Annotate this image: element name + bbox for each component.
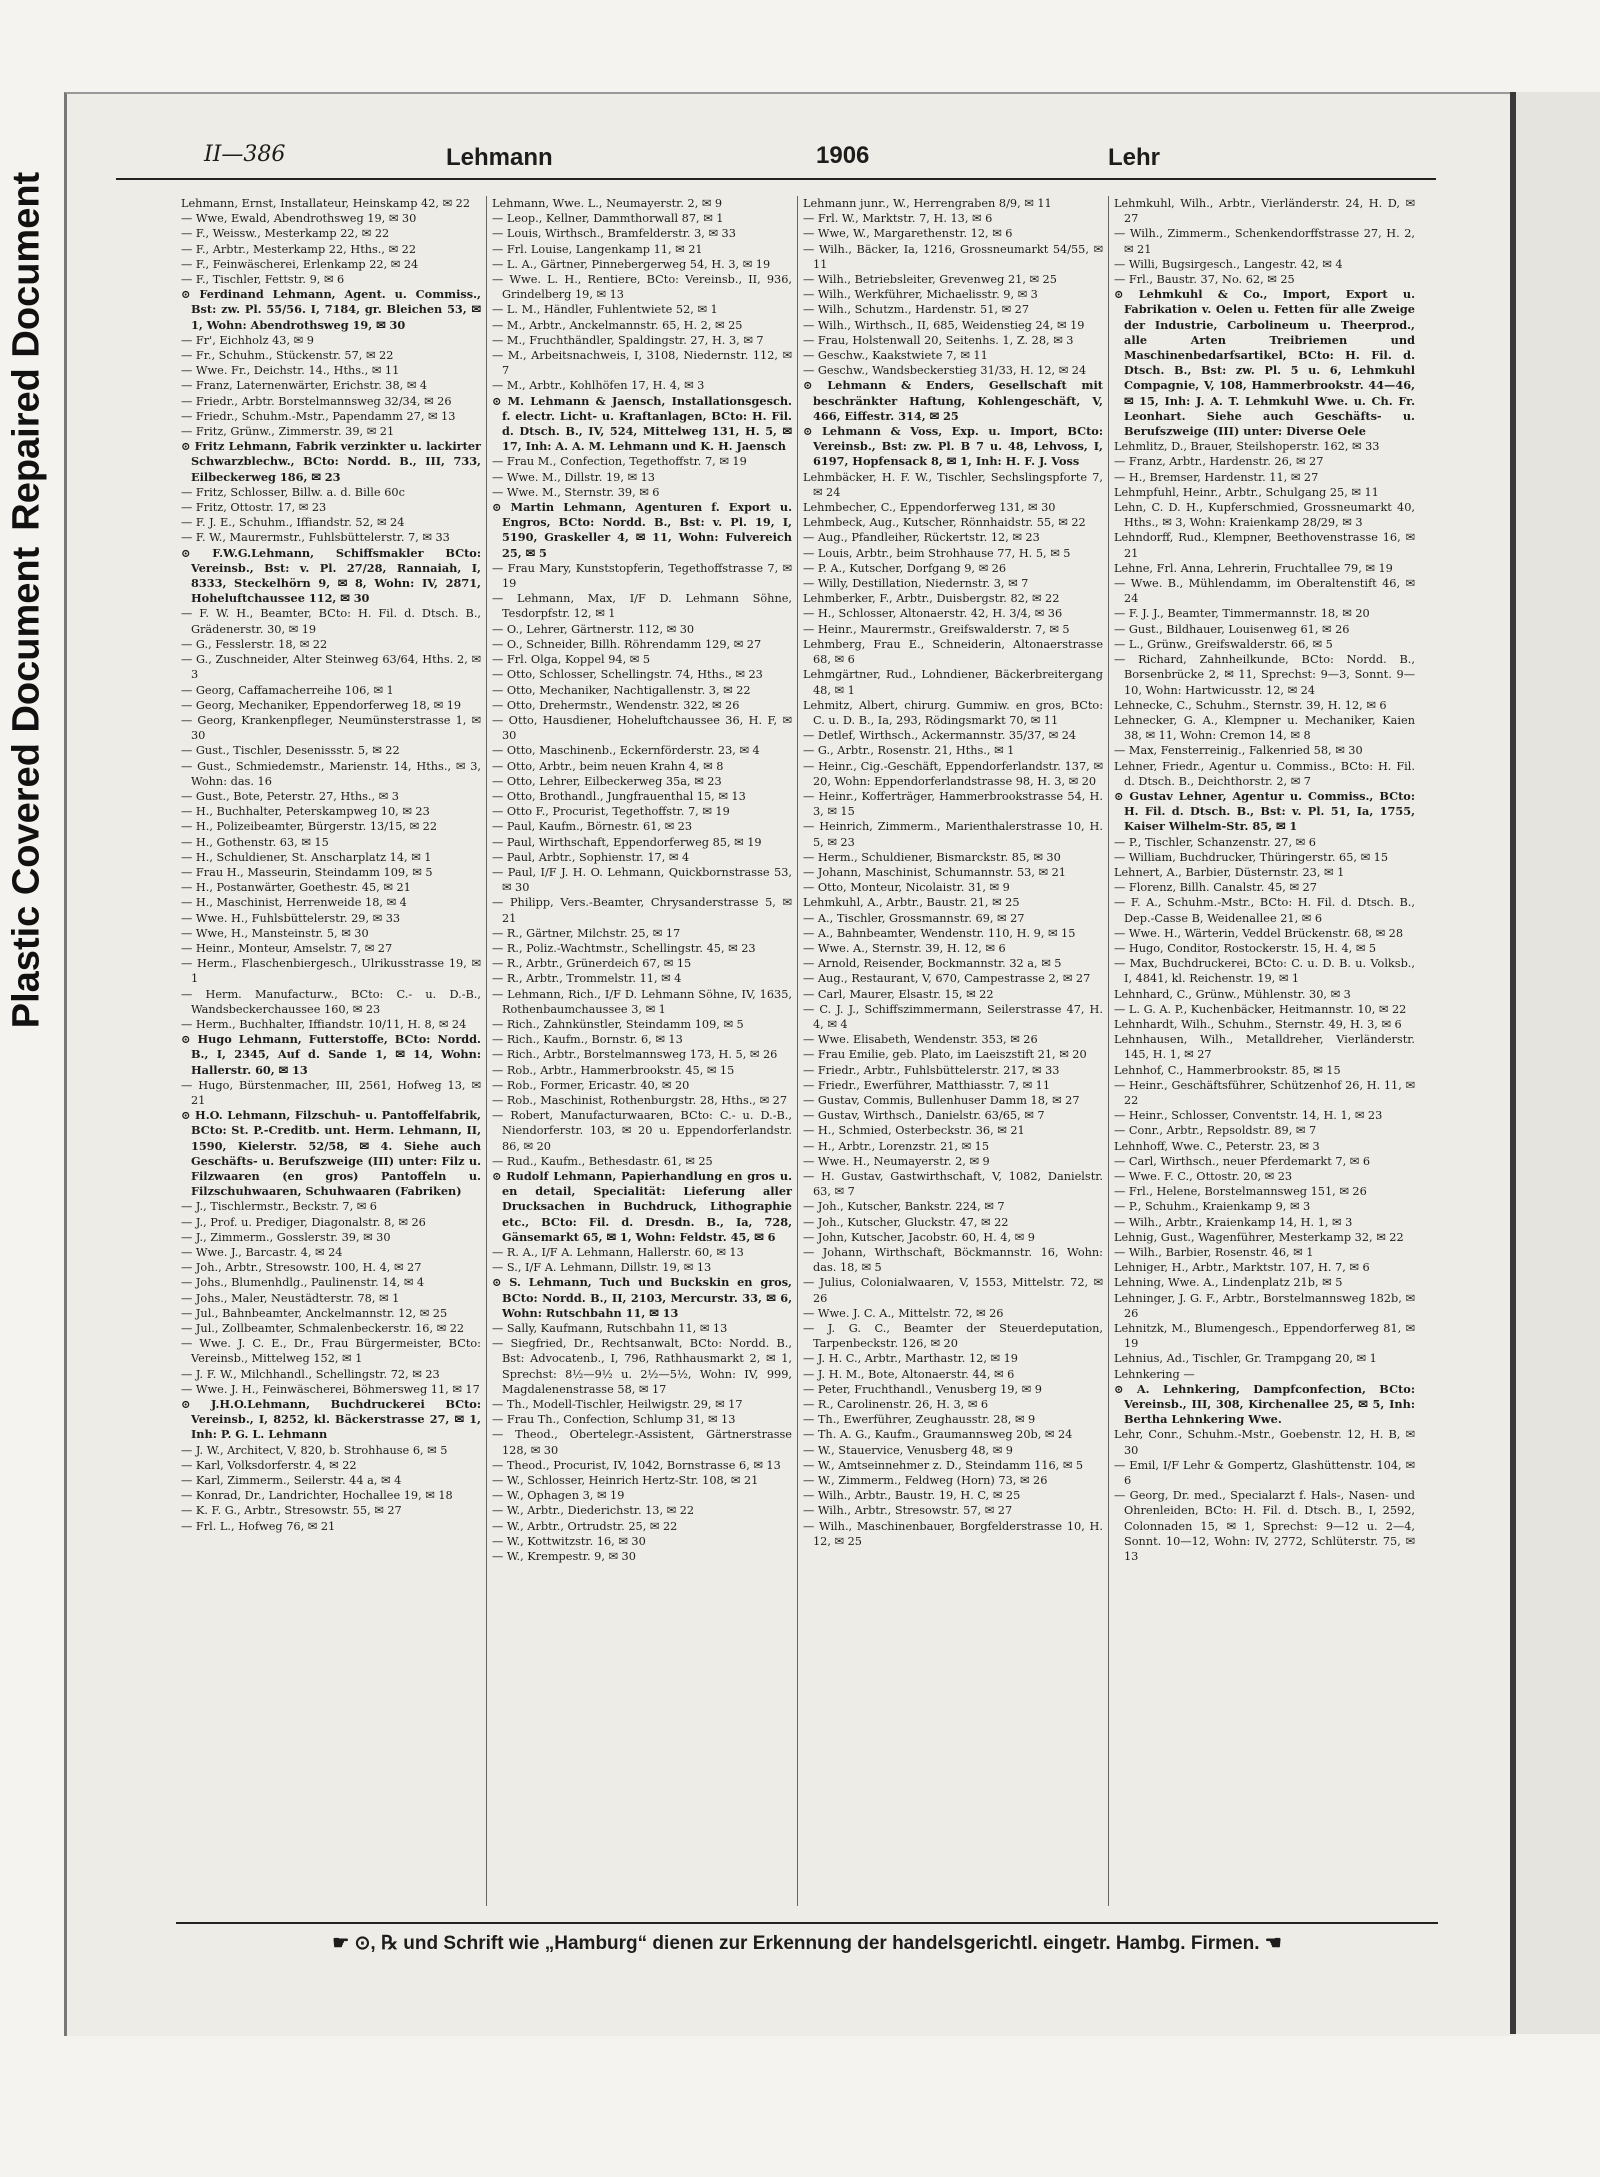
- directory-entry: — W., Amtseinnehmer z. D., Steindamm 116, ✉ 5: [803, 1458, 1084, 1472]
- directory-entry: — A., Tischler, Grossmannstr. 69, ✉ 27: [803, 911, 1025, 925]
- directory-entry: — Theod., Procurist, IV, 1042, Bornstrasse 6, ✉ 13: [492, 1458, 781, 1472]
- directory-entry: — Heinr., Geschäftsführer, Schützenhof 26, H. 11, ✉ 22: [1114, 1078, 1415, 1107]
- directory-entry: ⊙ Lehmann & Voss, Exp. u. Import, BCto: Vereinsb., Bst: zw. Pl. B 7 u. 48, Lehvoss, I, 6197, Hopfensack 8, ✉ 1, Inh: H. F. J. Voss: [803, 424, 1103, 469]
- directory-entry: — Georg, Krankenpfleger, Neumünsterstrasse 1, ✉ 30: [181, 713, 481, 743]
- header-right-word: Lehr: [1108, 144, 1161, 171]
- directory-entry: — R., Arbtr., Grünerdeich 67, ✉ 15: [492, 957, 692, 971]
- directory-entry: — J. H. M., Bote, Altonaerstr. 44, ✉ 6: [803, 1367, 1015, 1381]
- directory-entry: — H., Gothenstr. 63, ✉ 15: [181, 835, 329, 849]
- directory-entry: Lehning, Wwe. A., Lindenplatz 21b, ✉ 5: [1114, 1276, 1343, 1290]
- directory-entry: ⊙ F.W.G.Lehmann, Schiffsmakler BCto: Vereinsb., Bst: v. Pl. 27/28, Rannaiah, I, 8333, Steckelhörn 9, ✉ 8, Wohn: IV, 2871, Hoheluftchaussee 112, ✉ 30: [181, 545, 481, 606]
- directory-entry: — Julius, Colonialwaaren, V, 1553, Mittelstr. 72, ✉ 26: [803, 1276, 1103, 1305]
- directory-entry: — G., Zuschneider, Alter Steinweg 63/64, Hths. 2, ✉ 3: [181, 653, 481, 682]
- directory-entry: — Rud., Kaufm., Bethesdastr. 61, ✉ 25: [492, 1154, 713, 1168]
- directory-entry: — P., Tischler, Schanzenstr. 27, ✉ 6: [1114, 835, 1316, 849]
- directory-entry: ⊙ Hugo Lehmann, Futterstoffe, BCto: Nordd. B., I, 2345, Auf d. Sande 1, ✉ 14, Wohn: Hallerstr. 60, ✉ 13: [181, 1032, 481, 1077]
- directory-entry: — J. W., Architect, V, 820, b. Strohhause 6, ✉ 5: [181, 1443, 448, 1457]
- directory-entry: Lehnius, Ad., Tischler, Gr. Trampgang 20, ✉ 1: [1114, 1352, 1377, 1366]
- directory-entry: — Wwe. H., Fuhlsbüttelerstr. 29, ✉ 33: [181, 911, 401, 925]
- directory-entry: — Heinr., Cig.-Geschäft, Eppendorferlandstr. 137, ✉ 20, Wohn: Eppendorferlandstrasse 98, H. 3, ✉ 20: [803, 759, 1103, 788]
- directory-entry: Lehnhof, C., Hammerbrookstr. 85, ✉ 15: [1114, 1063, 1341, 1077]
- directory-entry: — Johann, Maschinist, Schumannstr. 53, ✉ 21: [803, 865, 1066, 879]
- directory-entry: — Otto, Maschinenb., Eckernförderstr. 23, ✉ 4: [492, 744, 760, 758]
- directory-entry: — Fritz, Schlosser, Billw. a. d. Bille 60c: [181, 485, 405, 499]
- directory-entry: — Otto, Mechaniker, Nachtigallenstr. 3, ✉ 22: [492, 683, 751, 697]
- directory-entry: Lehmpfuhl, Heinr., Arbtr., Schulgang 25, ✉ 11: [1114, 485, 1379, 499]
- directory-entry: — S., I/F A. Lehmann, Dillstr. 19, ✉ 13: [492, 1261, 712, 1275]
- directory-entry: Lehmberg, Frau E., Schneiderin, Altonaerstrasse 68, ✉ 6: [803, 637, 1103, 667]
- directory-entry: — Gust., Schmiedemstr., Marienstr. 14, Hths., ✉ 3, Wohn: das. 16: [181, 759, 481, 788]
- directory-entry: — Paul, Kaufm., Börnestr. 61, ✉ 23: [492, 820, 693, 834]
- directory-entry: — Wwe, W., Margarethenstr. 12, ✉ 6: [803, 227, 1013, 241]
- directory-entry: — Wwe. Fr., Deichstr. 14., Hths., ✉ 11: [181, 364, 400, 378]
- directory-entry: — Wilh., Arbtr., Kraienkamp 14, H. 1, ✉ 3: [1114, 1215, 1353, 1229]
- page-content: [116, 138, 1436, 2028]
- directory-entry: — G., Fesslerstr. 18, ✉ 22: [181, 637, 328, 651]
- directory-entry: — Lehmann, Max, I/F D. Lehmann Söhne, Tesdorpfstr. 12, ✉ 1: [492, 592, 792, 621]
- directory-entry: — Hugo, Conditor, Rostockerstr. 15, H. 4, ✉ 5: [1114, 941, 1377, 955]
- directory-entry: — Wwe. J. C. A., Mittelstr. 72, ✉ 26: [803, 1306, 1004, 1320]
- directory-entry: — H., Schuldiener, St. Anscharplatz 14, ✉ 1: [181, 850, 432, 864]
- directory-entry: — J. G. C., Beamter der Steuerdeputation, Tarpenbeckstr. 126, ✉ 20: [803, 1322, 1103, 1351]
- directory-entry: Lehniger, H., Arbtr., Marktstr. 107, H. 7, ✉ 6: [1114, 1261, 1370, 1275]
- directory-entry: — Otto, Arbtr., beim neuen Krahn 4, ✉ 8: [492, 759, 724, 773]
- directory-entry: — Wwe. B., Mühlendamm, im Oberaltenstift 46, ✉ 24: [1114, 577, 1415, 606]
- directory-entry: Lehner, Friedr., Agentur u. Commiss., BCto: H. Fil. d. Dtsch. B., Deichthorstr. 2, ✉ 7: [1114, 759, 1415, 788]
- directory-entry: — R., Poliz.-Wachtmstr., Schellingstr. 45, ✉ 23: [492, 941, 756, 955]
- directory-entry: — Louis, Arbtr., beim Strohhause 77, H. 5, ✉ 5: [803, 546, 1071, 560]
- directory-column-2: [487, 196, 798, 1906]
- directory-entry: ⊙ J.H.O.Lehmann, Buchdruckerei BCto: Vereinsb., I, 8252, kl. Bäckerstrasse 27, ✉ 1, Inh: P. G. L. Lehmann: [181, 1397, 481, 1442]
- directory-entry: — H., Polizeibeamter, Bürgerstr. 13/15, ✉ 22: [181, 820, 438, 834]
- directory-entry: — Wilh., Barbier, Rosenstr. 46, ✉ 1: [1114, 1246, 1314, 1260]
- directory-entry: — Theod., Obertelegr.-Assistent, Gärtnerstrasse 128, ✉ 30: [492, 1428, 792, 1457]
- directory-entry: — Rob., Arbtr., Hammerbrookstr. 45, ✉ 15: [492, 1063, 735, 1077]
- side-label-line1: Plastic Covered Document: [5, 546, 48, 1029]
- directory-entry: — Gust., Tischler, Desenissstr. 5, ✉ 22: [181, 744, 400, 758]
- directory-entry: — R., Gärtner, Milchstr. 25, ✉ 17: [492, 926, 681, 940]
- directory-entry: — Friedr., Ewerführer, Matthiasstr. 7, ✉ 11: [803, 1078, 1051, 1092]
- directory-entry: — J. F. W., Milchhandl., Schellingstr. 72, ✉ 23: [181, 1367, 440, 1381]
- directory-entry: — Geschw., Wandsbeckerstieg 31/33, H. 12, ✉ 24: [803, 364, 1087, 378]
- directory-entry: — Wilh., Schutzm., Hardenstr. 51, ✉ 27: [803, 303, 1030, 317]
- directory-entry: — J. H. C., Arbtr., Marthastr. 12, ✉ 19: [803, 1352, 1018, 1366]
- directory-entry: — Max, Fensterreinig., Falkenried 58, ✉ 30: [1114, 744, 1363, 758]
- directory-entry: Lehne, Frl. Anna, Lehrerin, Fruchtallee 79, ✉ 19: [1114, 561, 1393, 575]
- directory-entry: — Rich., Zahnkünstler, Steindamm 109, ✉ 5: [492, 1017, 744, 1031]
- directory-entry: — J., Zimmerm., Gosslerstr. 39, ✉ 30: [181, 1230, 391, 1244]
- page-right-edge: [1516, 92, 1600, 2034]
- directory-entry: — R., Carolinenstr. 26, H. 3, ✉ 6: [803, 1398, 989, 1412]
- directory-entry: — Herm., Buchhalter, Iffiandstr. 10/11, H. 8, ✉ 24: [181, 1017, 467, 1031]
- directory-entry: — Leop., Kellner, Dammthorwall 87, ✉ 1: [492, 212, 724, 226]
- directory-entry: — A., Bahnbeamter, Wendenstr. 110, H. 9, ✉ 15: [803, 926, 1076, 940]
- directory-entry: — Konrad, Dr., Landrichter, Hochallee 19, ✉ 18: [181, 1489, 453, 1503]
- directory-entry: — Paul, Wirthschaft, Eppendorferweg 85, ✉ 19: [492, 835, 762, 849]
- directory-entry: — Georg, Mechaniker, Eppendorferweg 18, ✉ 19: [181, 698, 462, 712]
- directory-entry: — W., Krempestr. 9, ✉ 30: [492, 1550, 636, 1564]
- directory-entry: — Rich., Arbtr., Borstelmannsweg 173, H. 5, ✉ 26: [492, 1048, 778, 1062]
- directory-entry: — O., Schneider, Billh. Röhrendamm 129, ✉ 27: [492, 637, 762, 651]
- directory-entry: — John, Kutscher, Jacobstr. 60, H. 4, ✉ 9: [803, 1230, 1035, 1244]
- directory-entry: — Heinr., Monteur, Amselstr. 7, ✉ 27: [181, 941, 393, 955]
- directory-entry: ⊙ M. Lehmann & Jaensch, Installationsgesch. f. electr. Licht- u. Kraftanlagen, BCto: H. Fil. d. Dtsch. B., IV, 524, Mittelweg 131, H. 5, ✉ 17, Inh: A. A. M. Lehmann und K. H. Jaensch: [492, 393, 792, 454]
- directory-entry: — Wilh., Bäcker, Ia, 1216, Grossneumarkt 54/55, ✉ 11: [803, 242, 1103, 271]
- directory-entry: — William, Buchdrucker, Thüringerstr. 65, ✉ 15: [1114, 850, 1389, 864]
- directory-entry: — L. M., Händler, Fuhlentwiete 52, ✉ 1: [492, 303, 718, 317]
- directory-entry: — Herm., Schuldiener, Bismarckstr. 85, ✉ 30: [803, 850, 1061, 864]
- directory-entry: Lehmbeck, Aug., Kutscher, Rönnhaidstr. 55, ✉ 22: [803, 516, 1086, 530]
- directory-entry: — Louis, Wirthsch., Bramfelderstr. 3, ✉ 33: [492, 227, 736, 241]
- directory-entry: — Wwe. L. H., Rentiere, BCto: Vereinsb., II, 936, Grindelberg 19, ✉ 13: [492, 273, 792, 302]
- directory-entry: — H., Arbtr., Lorenzstr. 21, ✉ 15: [803, 1139, 990, 1153]
- directory-entry: — F. J. J., Beamter, Timmermannstr. 18, ✉ 20: [1114, 607, 1370, 621]
- side-label-text: [6, 164, 49, 1036]
- directory-entry: — Wwe. Elisabeth, Wendenstr. 353, ✉ 26: [803, 1033, 1038, 1047]
- directory-columns: [176, 196, 1438, 1906]
- page-header: [116, 138, 1436, 180]
- directory-entry: — Johs., Blumenhdlg., Paulinenstr. 14, ✉ 4: [181, 1276, 425, 1290]
- directory-entry: — Wilh., Arbtr., Baustr. 19, H. C, ✉ 25: [803, 1489, 1021, 1503]
- directory-entry: Lehnkering —: [1114, 1367, 1195, 1381]
- directory-entry: — H., Buchhalter, Peterskampweg 10, ✉ 23: [181, 805, 430, 819]
- directory-entry: — H., Postanwärter, Goethestr. 45, ✉ 21: [181, 881, 411, 895]
- directory-entry: — Wilh., Betriebsleiter, Grevenweg 21, ✉ 25: [803, 273, 1057, 287]
- directory-entry: — Frau M., Confection, Tegethoffstr. 7, ✉ 19: [492, 455, 747, 469]
- directory-entry: — Joh., Arbtr., Stresowstr. 100, H. 4, ✉ 27: [181, 1261, 422, 1275]
- directory-entry: — Wilh., Arbtr., Stresowstr. 57, ✉ 27: [803, 1504, 1013, 1518]
- directory-entry: Lehndorff, Rud., Klempner, Beethovenstrasse 16, ✉ 21: [1114, 531, 1415, 560]
- directory-entry: — K. F. G., Arbtr., Stresowstr. 55, ✉ 27: [181, 1504, 402, 1518]
- directory-entry: — Frau, Holstenwall 20, Seitenhs. 1, Z. 28, ✉ 3: [803, 333, 1074, 347]
- directory-entry: — M., Fruchthändler, Spaldingstr. 27, H. 3, ✉ 7: [492, 333, 764, 347]
- directory-entry: — L. G. A. P., Kuchenbäcker, Heitmannstr. 10, ✉ 22: [1114, 1002, 1407, 1016]
- directory-entry: Lehnitzk, M., Blumengesch., Eppendorferweg 81, ✉ 19: [1114, 1322, 1415, 1351]
- side-label-line2: Repaired Document: [5, 171, 48, 531]
- directory-entry: — Paul, I/F J. H. O. Lehmann, Quickbornstrasse 53, ✉ 30: [492, 865, 792, 895]
- directory-entry: — W., Zimmerm., Feldweg (Horn) 73, ✉ 26: [803, 1474, 1048, 1488]
- directory-entry: — Gustav, Wirthsch., Danielstr. 63/65, ✉ 7: [803, 1109, 1045, 1123]
- directory-entry: — Frau Emilie, geb. Plato, im Laeiszstift 21, ✉ 20: [803, 1048, 1087, 1062]
- directory-entry: — Wwe. J., Barcastr. 4, ✉ 24: [181, 1246, 343, 1260]
- directory-entry: — J., Tischlermstr., Beckstr. 7, ✉ 6: [181, 1200, 377, 1214]
- directory-entry: ⊙ Lehmann & Enders, Gesellschaft mit beschränkter Haftung, Kohlengeschäft, V, 466, Eiffestr. 314, ✉ 25: [803, 378, 1103, 423]
- directory-column-1: [176, 196, 487, 1906]
- directory-entry: Lehnhausen, Wilh., Metalldreher, Vierländerstr. 145, H. 1, ✉ 27: [1114, 1033, 1415, 1062]
- directory-entry: — Herm. Manufacturw., BCto: C.- u. D.-B., Wandsbeckerchaussee 160, ✉ 23: [181, 987, 481, 1016]
- directory-entry: — Florenz, Billh. Canalstr. 45, ✉ 27: [1114, 881, 1317, 895]
- directory-entry: — Richard, Zahnheilkunde, BCto: Nordd. B., Borsenbrücke 2, ✉ 11, Sprechst: 9—3, Sonnt. 9—10, Wohn: Hartwicusstr. 12, ✉ 24: [1114, 653, 1415, 697]
- directory-entry: — Fritz, Grünw., Zimmerstr. 39, ✉ 21: [181, 425, 395, 439]
- directory-entry: Lehmbäcker, H. F. W., Tischler, Sechslingspforte 7, ✉ 24: [803, 470, 1103, 499]
- directory-entry: — Fritz, Ottostr. 17, ✉ 23: [181, 501, 327, 515]
- directory-entry: — Jul., Zollbeamter, Schmalenbeckerstr. 16, ✉ 22: [181, 1322, 465, 1336]
- directory-entry: — Geschw., Kaakstwiete 7, ✉ 11: [803, 349, 988, 363]
- directory-entry: — Fr', Eichholz 43, ✉ 9: [181, 333, 314, 347]
- directory-entry: — Rob., Maschinist, Rothenburgstr. 28, Hths., ✉ 27: [492, 1093, 788, 1107]
- directory-entry: ⊙ Fritz Lehmann, Fabrik verzinkter u. lackirter Schwarzblechw., BCto: Nordd. B., III, 733, Eilbeckerweg 186, ✉ 23: [181, 439, 481, 484]
- directory-entry: — Heinr., Maurermstr., Greifswalderstr. 7, ✉ 5: [803, 622, 1070, 636]
- directory-entry: Lehn, C. D. H., Kupferschmied, Grossneumarkt 40, Hths., ✉ 3, Wohn: Kraienkamp 28/29, ✉ 3: [1114, 501, 1415, 530]
- directory-entry: Lehmann junr., W., Herrengraben 8/9, ✉ 11: [803, 197, 1052, 210]
- directory-entry: — P., Schuhm., Kraienkamp 9, ✉ 3: [1114, 1200, 1311, 1214]
- directory-entry: — M., Arbeitsnachweis, I, 3108, Niedernstr. 112, ✉ 7: [492, 349, 792, 378]
- page-number: II—386: [204, 142, 286, 167]
- directory-entry: — Wwe, H., Mansteinstr. 5, ✉ 30: [181, 926, 369, 940]
- directory-entry: — F., Weissw., Mesterkamp 22, ✉ 22: [181, 227, 390, 241]
- directory-entry: — W., Arbtr., Diederichstr. 13, ✉ 22: [492, 1504, 695, 1518]
- directory-entry: — Friedr., Schuhm.-Mstr., Papendamm 27, ✉ 13: [181, 409, 456, 423]
- directory-entry: — Willi, Bugsirgesch., Langestr. 42, ✉ 4: [1114, 257, 1343, 271]
- directory-entry: — Siegfried, Dr., Rechtsanwalt, BCto: Nordd. B., Bst: Advocatenb., I, 796, Rathhausmarkt 2, ✉ 1, Sprechst: 8½—9½ u. 2½—5½, Wohn: IV, 999, Magdalenenstrasse 58, ✉ 17: [492, 1337, 792, 1396]
- directory-entry: — J., Prof. u. Prediger, Diagonalstr. 8, ✉ 26: [181, 1215, 426, 1229]
- directory-entry: — Wwe. F. C., Ottostr. 20, ✉ 23: [1114, 1170, 1293, 1183]
- directory-entry: — W., Ophagen 3, ✉ 19: [492, 1489, 625, 1503]
- side-label: [0, 0, 54, 1200]
- directory-entry: Lehmgärtner, Rud., Lohndiener, Bäckerbreitergang 48, ✉ 1: [803, 668, 1103, 697]
- directory-entry: Lehmbecher, C., Eppendorferweg 131, ✉ 30: [803, 501, 1056, 515]
- directory-entry: — Conr., Arbtr., Repsoldstr. 89, ✉ 7: [1114, 1124, 1317, 1138]
- directory-entry: — G., Arbtr., Rosenstr. 21, Hths., ✉ 1: [803, 744, 1015, 758]
- directory-entry: Lehnhardt, Wilh., Schuhm., Sternstr. 49, H. 3, ✉ 6: [1114, 1017, 1402, 1031]
- directory-entry: ⊙ A. Lehnkering, Dampfconfection, BCto: Vereinsb., III, 308, Kirchenallee 25, ✉ 5, Inh: Bertha Lehnkering Wwe.: [1114, 1381, 1415, 1427]
- directory-column-3: [798, 196, 1109, 1906]
- directory-entry: — F. J. E., Schuhm., Iffiandstr. 52, ✉ 24: [181, 516, 405, 530]
- directory-entry: — Willy, Destillation, Niedernstr. 3, ✉ 7: [803, 577, 1029, 591]
- directory-entry: ⊙ H.O. Lehmann, Filzschuh- u. Pantoffelfabrik, BCto: St. P.-Creditb. unt. Herm. Lehmann, II, 1590, Kielerstr. 52/58, ✉ 4. Siehe auch Geschäfts- u. Berufszweige (III) unter: Filz u. Filzwaaren (en gros) Pantoffeln u. Filzschuhwaaren, Schuhwaaren (Fabriken): [181, 1108, 481, 1199]
- directory-entry: — Otto, Hausdiener, Hoheluftchaussee 36, H. F, ✉ 30: [492, 713, 792, 743]
- directory-entry: — Sally, Kaufmann, Rutschbahn 11, ✉ 13: [492, 1322, 728, 1336]
- directory-entry: — Rich., Kaufm., Bornstr. 6, ✉ 13: [492, 1033, 683, 1047]
- directory-entry: — Frau Mary, Kunststopferin, Tegethoffstrasse 7, ✉ 19: [492, 561, 792, 591]
- directory-entry: — Otto F., Procurist, Tegethoffstr. 7, ✉ 19: [492, 805, 730, 819]
- directory-entry: — H., Schmied, Osterbeckstr. 36, ✉ 21: [803, 1124, 1025, 1138]
- directory-entry: — O., Lehrer, Gärtnerstr. 112, ✉ 30: [492, 622, 695, 636]
- directory-entry: — Wwe. M., Dillstr. 19, ✉ 13: [492, 470, 655, 484]
- directory-entry: — F. A., Schuhm.-Mstr., BCto: H. Fil. d. Dtsch. B., Dep.-Casse B, Weidenallee 21, ✉ 6: [1114, 896, 1415, 925]
- directory-entry: — L. A., Gärtner, Pinnebergerweg 54, H. 3, ✉ 19: [492, 257, 771, 271]
- directory-entry: — Paul, Arbtr., Sophienstr. 17, ✉ 4: [492, 850, 690, 864]
- directory-entry: — Frl. Louise, Langenkamp 11, ✉ 21: [492, 242, 703, 256]
- directory-entry: — Heinrich, Zimmerm., Marienthalerstrasse 10, H. 5, ✉ 23: [803, 820, 1103, 849]
- directory-entry: — W., Stauervice, Venusberg 48, ✉ 9: [803, 1443, 1013, 1457]
- directory-entry: Lehmann, Ernst, Installateur, Heinskamp 42, ✉ 22: [181, 197, 471, 210]
- directory-entry: Lehnert, A., Barbier, Düsternstr. 23, ✉ 1: [1114, 865, 1345, 879]
- directory-entry: Lehmkuhl, Wilh., Arbtr., Vierländerstr. 24, H. D, ✉ 27: [1114, 197, 1415, 226]
- directory-entry: — M., Arbtr., Anckelmannstr. 65, H. 2, ✉ 25: [492, 318, 743, 332]
- directory-entry: — Philipp, Vers.-Beamter, Chrysanderstrasse 5, ✉ 21: [492, 896, 792, 925]
- directory-entry: ⊙ S. Lehmann, Tuch und Buckskin en gros, BCto: Nordd. B., II, 2103, Mercurstr. 33, ✉ 6, Wohn: Rutschbahn 11, ✉ 13: [492, 1275, 792, 1320]
- directory-entry: — P. A., Kutscher, Dorfgang 9, ✉ 26: [803, 561, 1007, 575]
- directory-entry: ⊙ Lehmkuhl & Co., Import, Export u. Fabrikation v. Oelen u. Fetten für alle Zweige der Industrie, Carbolineum u. Theerprod., alle Arten Treibriemen und Maschinenbedarfsartikel, BCto: H. Fil. d. Dtsch. B., Bst: zw. Pl. 5 u. 6, Lehmkuhl Compagnie, V, 108, Hammerbrookstr. 44—46, ✉ 15, Inh: J. A. T. Lehmkuhl Wwe. u. Ch. Fr. Leonhart. Siehe auch Geschäfts- u. Berufszweige (III) unter: Diverse Oele: [1114, 287, 1415, 439]
- directory-entry: — R. A., I/F A. Lehmann, Hallerstr. 60, ✉ 13: [492, 1246, 744, 1260]
- directory-entry: — W., Kottwitzstr. 16, ✉ 30: [492, 1534, 646, 1548]
- directory-entry: — Wwe. H., Wärterin, Veddel Brückenstr. 68, ✉ 28: [1114, 926, 1404, 940]
- directory-entry: — Wwe. J. C. E., Dr., Frau Bürgermeister, BCto: Vereinsb., Mittelweg 152, ✉ 1: [181, 1337, 481, 1366]
- directory-entry: — Karl, Volksdorferstr. 4, ✉ 22: [181, 1458, 357, 1472]
- directory-entry: Lehnig, Gust., Wagenführer, Mesterkamp 32, ✉ 22: [1114, 1230, 1404, 1244]
- directory-entry: — Wwe, Ewald, Abendrothsweg 19, ✉ 30: [181, 212, 417, 226]
- directory-entry: — Detlef, Wirthsch., Ackermannstr. 35/37, ✉ 24: [803, 729, 1077, 743]
- directory-entry: — Franz, Arbtr., Hardenstr. 26, ✉ 27: [1114, 455, 1324, 469]
- directory-entry: — F., Arbtr., Mesterkamp 22, Hths., ✉ 22: [181, 242, 417, 256]
- directory-entry: — Otto, Lehrer, Eilbeckerweg 35a, ✉ 23: [492, 774, 722, 788]
- directory-entry: — Wwe. A., Sternstr. 39, H. 12, ✉ 6: [803, 941, 1006, 955]
- directory-entry: — Jul., Bahnbeamter, Anckelmannstr. 12, ✉ 25: [181, 1306, 448, 1320]
- directory-entry: — Franz, Laternenwärter, Erichstr. 38, ✉ 4: [181, 379, 428, 393]
- directory-entry: — Wwe. M., Sternstr. 39, ✉ 6: [492, 485, 660, 499]
- directory-entry: — Johann, Wirthschaft, Böckmannstr. 16, Wohn: das. 18, ✉ 5: [803, 1246, 1103, 1275]
- directory-entry: — Robert, Manufacturwaaren, BCto: C.- u. D.-B., Niendorferstr. 103, ✉ 20 u. Eppendorferlandstr. 86, ✉ 20: [492, 1109, 792, 1153]
- directory-entry: — F., Tischler, Fettstr. 9, ✉ 6: [181, 273, 345, 287]
- directory-entry: ⊙ Rudolf Lehmann, Papierhandlung en gros u. en detail, Specialität: Lieferung aller Drucksachen in Buchdruck, Lithographie etc., BCto: Fil. d. Dresdn. B., Ia, 728, Gänsemarkt 65, ✉ 1, Wohn: Feldstr. 45, ✉ 6: [492, 1169, 792, 1244]
- directory-entry: — F. W. H., Beamter, BCto: H. Fil. d. Dtsch. B., Grädenerstr. 30, ✉ 19: [181, 607, 481, 636]
- directory-entry: — Max, Buchdruckerei, BCto: C. u. D. B. u. Volksb., I, 4841, kl. Reichenstr. 19, ✉ 1: [1114, 957, 1415, 986]
- directory-entry: — L., Grünw., Greifswalderstr. 66, ✉ 5: [1114, 637, 1333, 651]
- directory-entry: — Wilh., Wirthsch., II, 685, Weidenstieg 24, ✉ 19: [803, 318, 1085, 332]
- directory-entry: — Gustav, Commis, Bullenhuser Damm 18, ✉ 27: [803, 1093, 1080, 1107]
- directory-entry: — Otto, Schlosser, Schellingstr. 74, Hths., ✉ 23: [492, 668, 763, 682]
- directory-entry: ⊙ Gustav Lehner, Agentur u. Commiss., BCto: H. Fil. d. Dtsch. B., Bst: v. Pl. 51, Ia, 1755, Kaiser Wilhelm-Str. 85, ✉ 1: [1114, 788, 1415, 834]
- directory-entry: — W., Schlosser, Heinrich Hertz-Str. 108, ✉ 21: [492, 1474, 759, 1488]
- directory-entry: — Wilh., Maschinenbauer, Borgfelderstrasse 10, H. 12, ✉ 25: [803, 1519, 1103, 1548]
- directory-entry: — Frl. Olga, Koppel 94, ✉ 5: [492, 653, 651, 667]
- directory-entry: — Wilh., Zimmerm., Schenkendorffstrasse 27, H. 2, ✉ 21: [1114, 227, 1415, 256]
- directory-entry: — Wwe. J. H., Feinwäscherei, Böhmersweg 11, ✉ 17: [181, 1382, 480, 1396]
- directory-entry: — Gust., Bildhauer, Louisenweg 61, ✉ 26: [1114, 622, 1350, 636]
- directory-entry: — Wilh., Werkführer, Michaelisstr. 9, ✉ 3: [803, 288, 1038, 302]
- directory-entry: — Emil, I/F Lehr & Gompertz, Glashüttenstr. 104, ✉ 6: [1114, 1458, 1415, 1488]
- directory-entry: — Frau H., Masseurin, Steindamm 109, ✉ 5: [181, 865, 433, 879]
- directory-entry: ⊙ Ferdinand Lehmann, Agent. u. Commiss., Bst: zw. Pl. 55/56. I, 7184, gr. Bleichen 53, ✉ 1, Wohn: Abendrothsweg 19, ✉ 30: [181, 287, 481, 332]
- directory-entry: — H., Maschinist, Herrenweide 18, ✉ 4: [181, 896, 407, 910]
- directory-entry: — H., Schlosser, Altonaerstr. 42, H. 3/4, ✉ 36: [803, 607, 1063, 621]
- directory-entry: — Th. A. G., Kaufm., Graumannsweg 20b, ✉ 24: [803, 1428, 1073, 1442]
- directory-entry: — Otto, Monteur, Nicolaistr. 31, ✉ 9: [803, 881, 1010, 895]
- directory-entry: — Otto, Brothandl., Jungfrauenthal 15, ✉ 13: [492, 789, 746, 803]
- directory-entry: — Arnold, Reisender, Bockmannstr. 32 a, ✉ 5: [803, 957, 1062, 971]
- directory-entry: — Georg, Caffamacherreihe 106, ✉ 1: [181, 683, 394, 697]
- header-year: 1906: [816, 142, 870, 169]
- directory-entry: Lehmberker, F., Arbtr., Duisbergstr. 82, ✉ 22: [803, 592, 1060, 606]
- directory-entry: Lehninger, J. G. F., Arbtr., Borstelmannsweg 182b, ✉ 26: [1114, 1291, 1415, 1320]
- directory-entry: — Gust., Bote, Peterstr. 27, Hths., ✉ 3: [181, 789, 399, 803]
- directory-entry: — M., Arbtr., Kohlhöfen 17, H. 4, ✉ 3: [492, 379, 705, 393]
- directory-column-4: [1109, 196, 1420, 1906]
- directory-entry: Lehmkuhl, A., Arbtr., Baustr. 21, ✉ 25: [803, 896, 1020, 910]
- directory-entry: — Frl. W., Marktstr. 7, H. 13, ✉ 6: [803, 212, 993, 226]
- directory-entry: — Aug., Restaurant, V, 670, Campestrasse 2, ✉ 27: [803, 972, 1091, 986]
- directory-entry: — Joh., Kutscher, Gluckstr. 47, ✉ 22: [803, 1215, 1009, 1229]
- directory-entry: — Rob., Former, Ericastr. 40, ✉ 20: [492, 1078, 690, 1092]
- directory-entry: — Karl, Zimmerm., Seilerstr. 44 a, ✉ 4: [181, 1474, 402, 1488]
- directory-entry: — Heinr., Kofferträger, Hammerbrookstrasse 54, H. 3, ✉ 15: [803, 789, 1103, 819]
- directory-entry: — Herm., Flaschenbiergesch., Ulrikusstrasse 19, ✉ 1: [181, 957, 481, 986]
- directory-entry: — Frau Th., Confection, Schlump 31, ✉ 13: [492, 1413, 736, 1427]
- directory-entry: ⊙ Martin Lehmann, Agenturen f. Export u. Engros, BCto: Nordd. B., Bst: v. Pl. 19, I, 5190, Graskeller 4, ✉ 11, Wohn: Fulvereich 25, ✉ 5: [492, 500, 792, 560]
- directory-entry: Lehnecke, C., Schuhm., Sternstr. 39, H. 12, ✉ 6: [1114, 698, 1387, 712]
- directory-entry: — Georg, Dr. med., Specialarzt f. Hals-, Nasen- und Ohrenleiden, BCto: H. Fil. d. Dtsch. B., I, 2592, Colonnaden 15, ✉ 1, Sprechst: 9—12 u. 2—4, Sonnt. 10—12, Wohn: IV, 2772, Schlüterstr. 75, ✉ 13: [1114, 1489, 1415, 1564]
- directory-entry: Lehmitz, Albert, chirurg. Gummiw. en gros, BCto: C. u. D. B., Ia, 293, Rödingsmarkt 70, ✉ 11: [803, 698, 1103, 727]
- directory-entry: — H. Gustav, Gastwirthschaft, V, 1082, Danielstr. 63, ✉ 7: [803, 1170, 1103, 1199]
- directory-entry: — H., Bremser, Hardenstr. 11, ✉ 27: [1114, 470, 1319, 484]
- directory-entry: — Johs., Maler, Neustädterstr. 78, ✉ 1: [181, 1291, 400, 1305]
- directory-entry: — Frl. L., Hofweg 76, ✉ 21: [181, 1519, 336, 1533]
- directory-entry: — Fr., Schuhm., Stückenstr. 57, ✉ 22: [181, 349, 394, 363]
- directory-entry: — F. W., Maurermstr., Fuhlsbüttelerstr. 7, ✉ 33: [181, 531, 450, 545]
- directory-entry: — Hugo, Bürstenmacher, III, 2561, Hofweg 13, ✉ 21: [181, 1078, 481, 1107]
- directory-entry: Lehmlitz, D., Brauer, Steilshoperstr. 162, ✉ 33: [1114, 440, 1380, 454]
- header-left-word: Lehmann: [446, 144, 553, 171]
- directory-entry: Lehnhoff, Wwe. C., Peterstr. 23, ✉ 3: [1114, 1139, 1320, 1153]
- directory-entry: — Joh., Kutscher, Bankstr. 224, ✉ 7: [803, 1200, 1005, 1214]
- directory-entry: Lehr, Conr., Schuhm.-Mstr., Goebenstr. 12, H. B, ✉ 30: [1114, 1428, 1415, 1457]
- directory-entry: Lehmann, Wwe. L., Neumayerstr. 2, ✉ 9: [492, 197, 723, 210]
- directory-entry: — Frl., Baustr. 37, No. 62, ✉ 25: [1114, 273, 1295, 287]
- directory-entry: — Th., Ewerführer, Zeughausstr. 28, ✉ 9: [803, 1413, 1036, 1427]
- directory-entry: Lehnecker, G. A., Klempner u. Mechaniker, Kaien 38, ✉ 11, Wohn: Cremon 14, ✉ 8: [1114, 713, 1415, 743]
- directory-entry: — Peter, Fruchthandl., Venusberg 19, ✉ 9: [803, 1382, 1042, 1396]
- directory-entry: — Th., Modell-Tischler, Heilwigstr. 29, ✉ 17: [492, 1398, 743, 1412]
- directory-entry: — Heinr., Schlosser, Conventstr. 14, H. 1, ✉ 23: [1114, 1109, 1383, 1123]
- directory-entry: — Frl., Helene, Borstelmannsweg 151, ✉ 26: [1114, 1185, 1367, 1199]
- directory-entry: Lehnhard, C., Grünw., Mühlenstr. 30, ✉ 3: [1114, 987, 1351, 1001]
- directory-entry: — F., Feinwäscherei, Erlenkamp 22, ✉ 24: [181, 257, 419, 271]
- directory-entry: — Friedr., Arbtr. Borstelmannsweg 32/34, ✉ 26: [181, 394, 452, 408]
- directory-entry: — Otto, Drehermstr., Wendenstr. 322, ✉ 26: [492, 698, 740, 712]
- directory-entry: — R., Arbtr., Trommelstr. 11, ✉ 4: [492, 972, 682, 986]
- directory-entry: — Aug., Pfandleiher, Rückertstr. 12, ✉ 23: [803, 531, 1040, 545]
- directory-entry: — Wwe. H., Neumayerstr. 2, ✉ 9: [803, 1154, 990, 1168]
- directory-entry: — W., Arbtr., Ortrudstr. 25, ✉ 22: [492, 1519, 678, 1533]
- directory-entry: — Carl, Wirthsch., neuer Pferdemarkt 7, ✉ 6: [1114, 1154, 1371, 1168]
- directory-entry: — Friedr., Arbtr., Fuhlsbüttelerstr. 217, ✉ 33: [803, 1063, 1060, 1077]
- directory-entry: — Lehmann, Rich., I/F D. Lehmann Söhne, IV, 1635, Rothenbaumchaussee 3, ✉ 1: [492, 987, 792, 1016]
- directory-entry: — C. J. J., Schiffszimmermann, Seilerstrasse 47, H. 4, ✉ 4: [803, 1002, 1103, 1031]
- directory-entry: — Carl, Maurer, Elsastr. 15, ✉ 22: [803, 987, 994, 1001]
- page-footer: ☛ ⊙, ℞ und Schrift wie „Hamburg“ dienen zur Erkennung der handelsgerichtl. eingetr. Hambg. Firmen. ☚: [176, 1922, 1438, 1966]
